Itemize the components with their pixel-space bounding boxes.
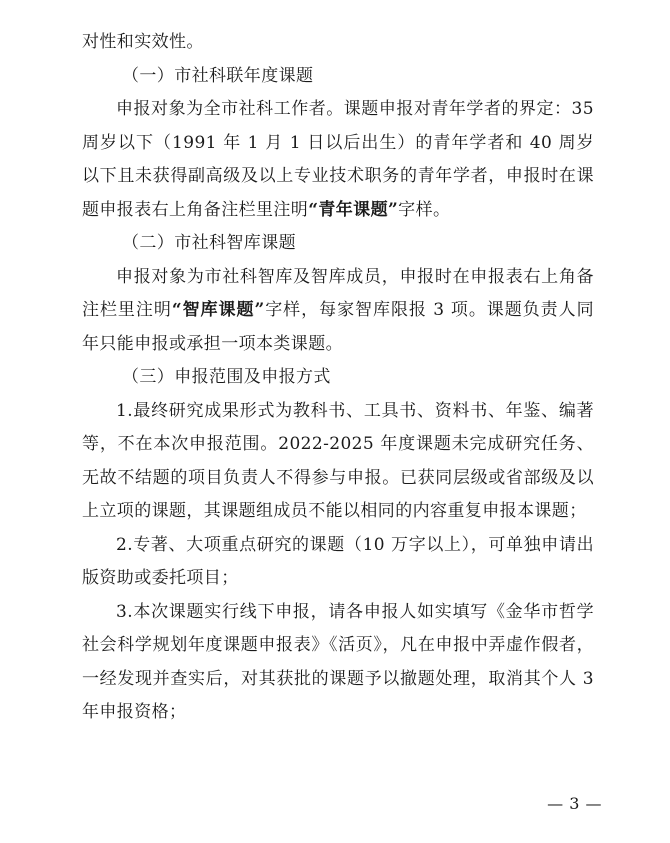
paragraph (82, 93, 594, 227)
text-segment: （一）市社科联年度课题 (122, 65, 314, 86)
document-page (82, 26, 594, 730)
emphasis-text: “智库课题” (171, 300, 265, 320)
paragraph (82, 596, 594, 730)
section-heading (82, 60, 594, 94)
paragraph (82, 529, 594, 596)
paragraph (82, 261, 594, 362)
section-heading (82, 361, 594, 395)
text-segment: 字样。 (398, 199, 451, 220)
text-segment: 1.最终研究成果形式为教科书、工具书、资料书、年鉴、编著等，不在本次申报范围。2022-2025 年度课题未完成研究任务、无故不结题的项目负责人不得参与申报。已获同层级或省部级及以上立项的课题，其课题组成员不能以相同的内容重复申报本课题； (82, 400, 594, 521)
paragraph (82, 26, 594, 60)
page-number: — 3 — (547, 794, 602, 813)
text-segment: 申报对象为全市社科工作者。课题申报对青年学者的界定：35 周岁以下（1991 年 1 月 1 日以后出生）的青年学者和 40 周岁以下且未获得副高级及以上专业技术职务的青年学者，申报时在课题申报表右上角备注栏里注明 (82, 99, 594, 220)
text-segment: 字样，每家智库限报 3 项。课题负责人同年只能申报或承担一项本类课题。 (82, 300, 595, 354)
text-segment: 申报对象为市社科智库及智库成员，申报时在申报表右上角备注栏里注明 (82, 266, 594, 320)
paragraph (82, 395, 594, 529)
text-segment: 2.专著、大项重点研究的课题（10 万字以上），可单独申请出版资助或委托项目； (82, 534, 594, 588)
text-segment: 3.本次课题实行线下申报，请各申报人如实填写《金华市哲学社会科学规划年度课题申报表》《活页》，凡在申报中弄虚作假者，一经发现并查实后，对其获批的课题予以撤题处理，取消其个人 3 年申报资格； (82, 601, 594, 722)
text-segment: （三）申报范围及申报方式 (122, 367, 331, 387)
section-heading (82, 227, 594, 261)
emphasis-text: “青年课题” (308, 199, 399, 220)
document-body (82, 26, 594, 730)
text-segment: 对性和实效性。 (82, 32, 204, 52)
text-segment: （二）市社科智库课题 (122, 233, 296, 253)
